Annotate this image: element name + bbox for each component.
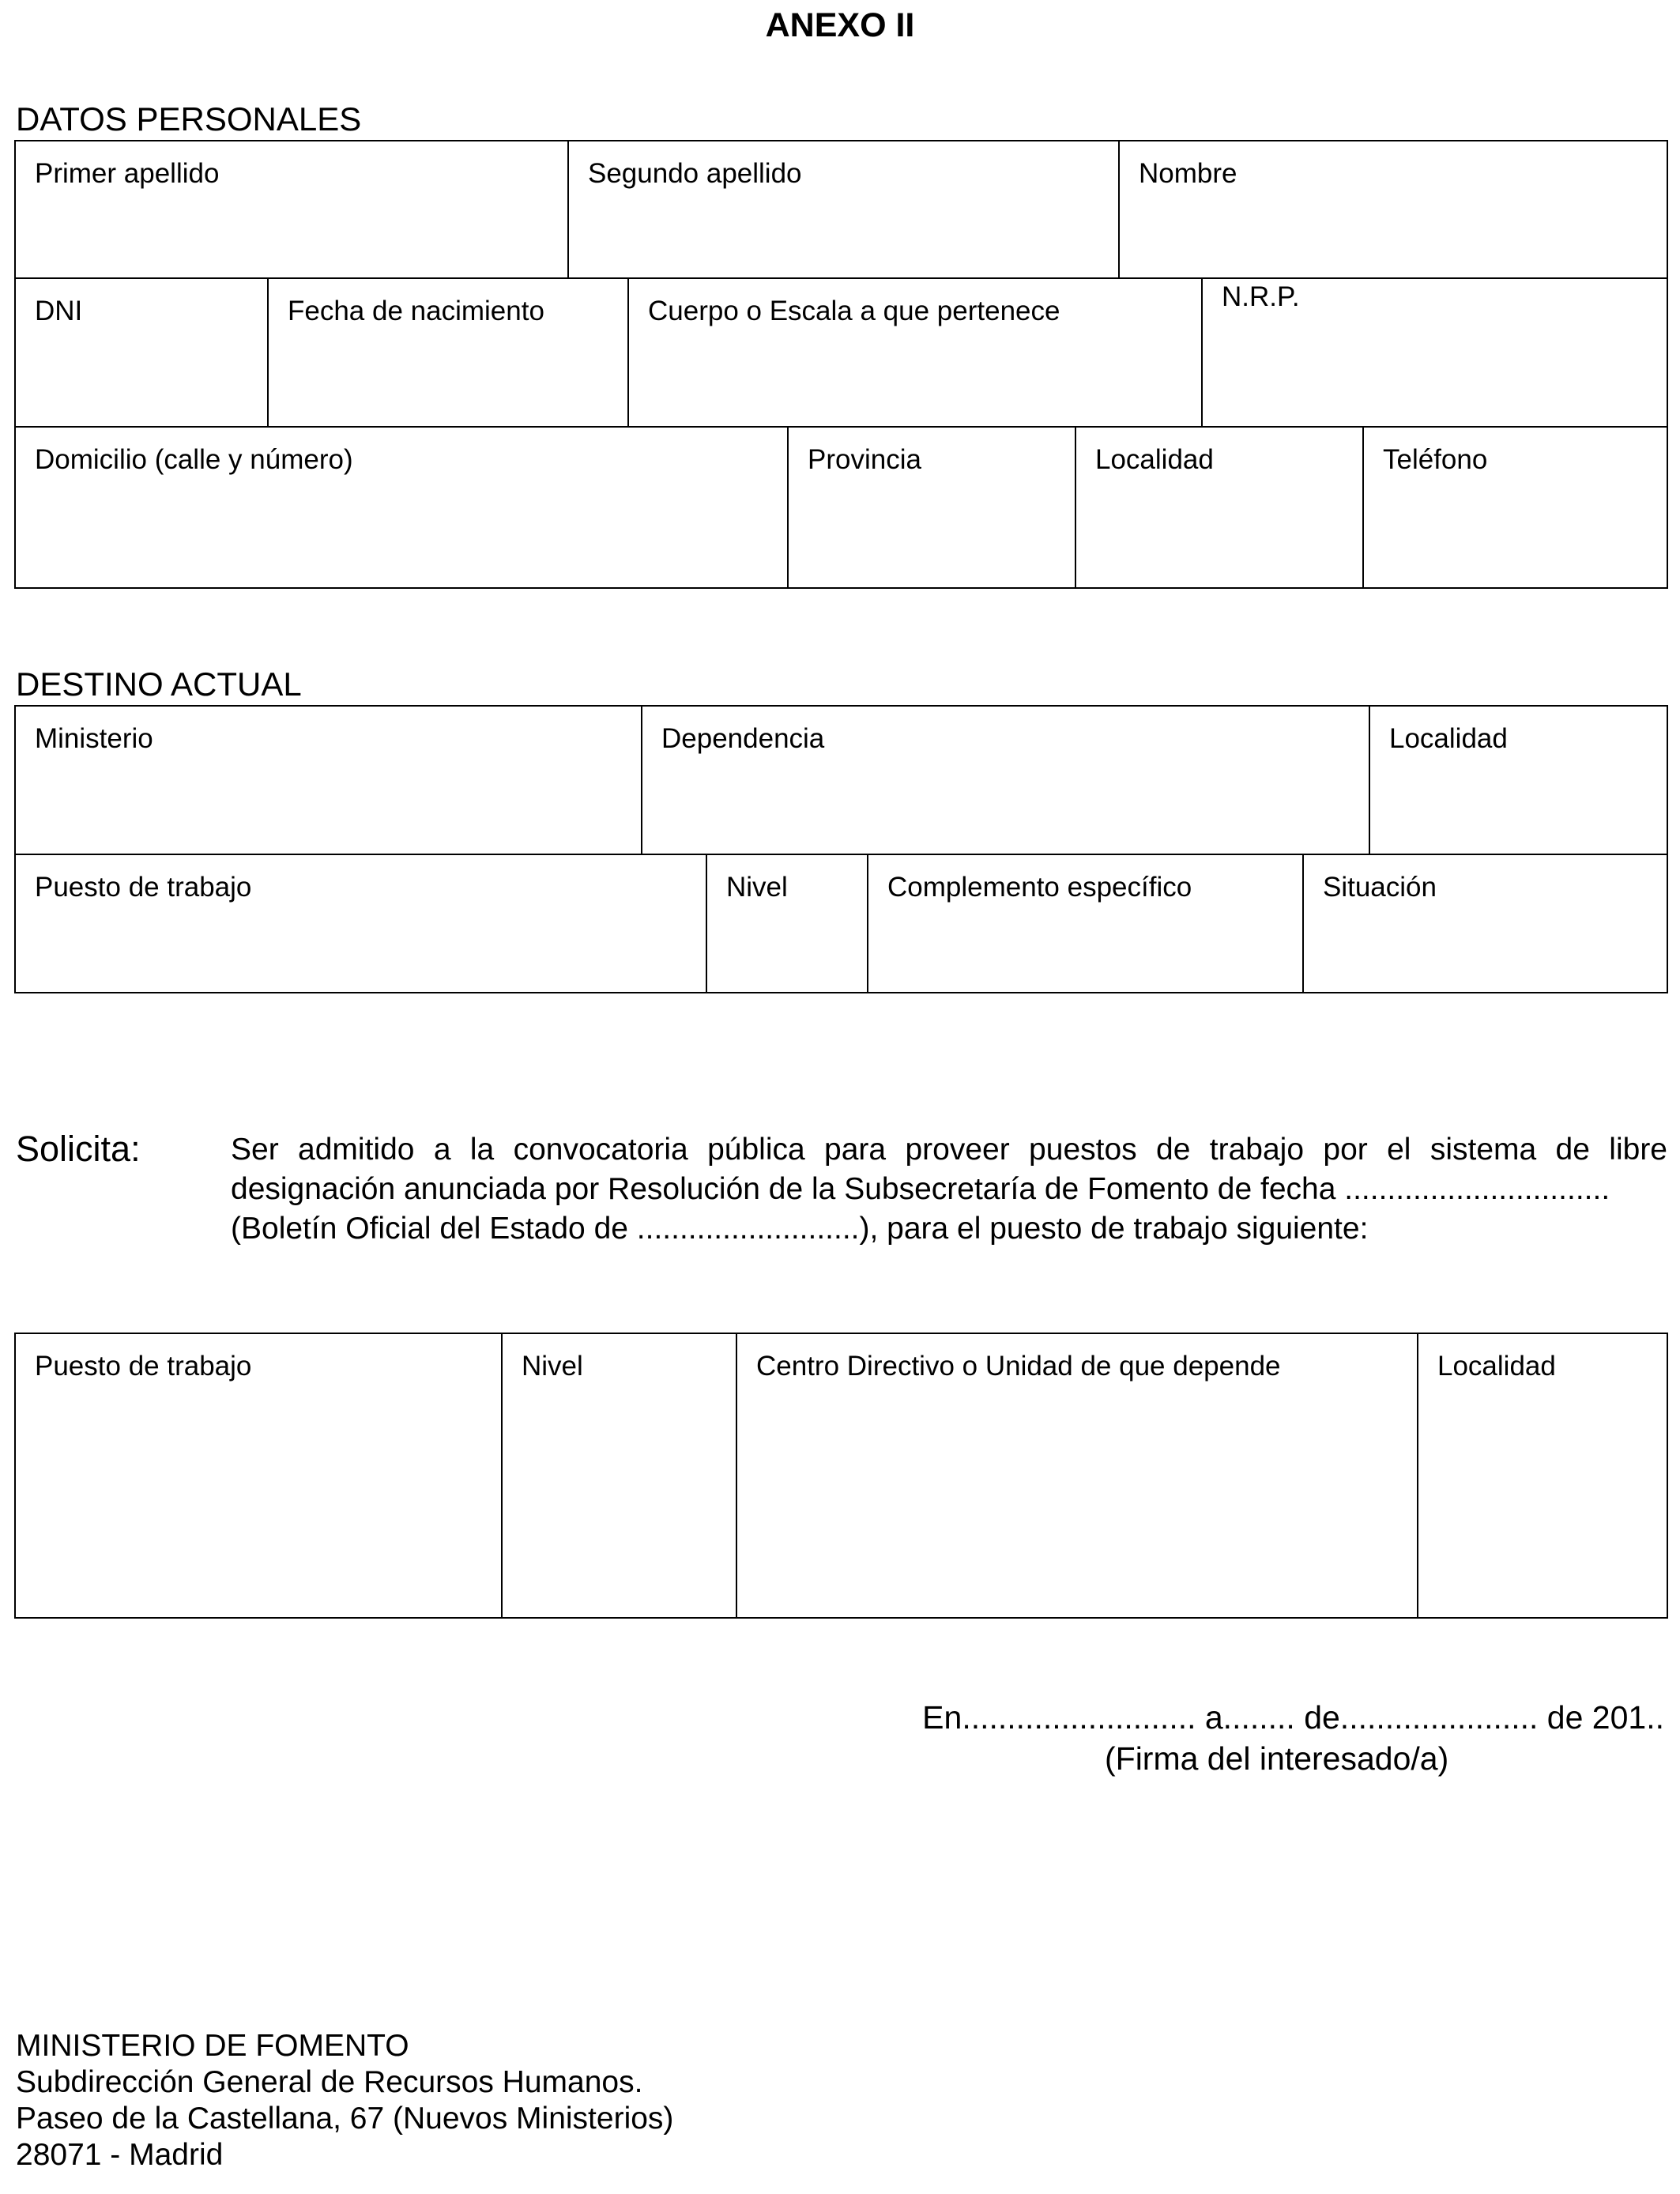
nombre-label: Nombre xyxy=(1139,158,1237,189)
localidad-solicitada-field[interactable] xyxy=(1417,1334,1667,1617)
domicilio-field[interactable] xyxy=(16,426,787,587)
footer-line: 28071 - Madrid xyxy=(16,2138,224,2172)
localidad-solicitada-label: Localidad xyxy=(1437,1351,1556,1382)
domicilio-label: Domicilio (calle y número) xyxy=(35,444,353,475)
situacion-field[interactable] xyxy=(1302,854,1667,992)
puesto-solicitado-label: Puesto de trabajo xyxy=(35,1351,252,1382)
segundo-apellido-field[interactable] xyxy=(567,141,1118,277)
page-title: ANEXO II xyxy=(765,6,915,44)
cuerpo-escala-field[interactable] xyxy=(627,277,1201,426)
solicita-line: Ser admitido a la convocatoria pública para proveer puestos de trabajo por el sistema de libre xyxy=(231,1133,1667,1167)
fecha-nacimiento-field[interactable] xyxy=(267,277,627,426)
provincia-field[interactable] xyxy=(787,426,1075,587)
nombre-field[interactable] xyxy=(1118,141,1667,277)
fecha-nacimiento-label: Fecha de nacimiento xyxy=(288,296,544,326)
provincia-label: Provincia xyxy=(808,444,921,475)
localidad-label: Localidad xyxy=(1095,444,1214,475)
datos-personales-table xyxy=(14,140,1668,589)
situacion-label: Situación xyxy=(1323,872,1437,903)
footer-line: Paseo de la Castellana, 67 (Nuevos Ministerios) xyxy=(16,2102,674,2136)
telefono-field[interactable] xyxy=(1362,426,1667,587)
destino-localidad-label: Localidad xyxy=(1389,723,1508,754)
segundo-apellido-label: Segundo apellido xyxy=(588,158,802,189)
nrp-field[interactable] xyxy=(1201,277,1667,426)
nrp-label: N.R.P. xyxy=(1222,281,1300,312)
nivel-actual-label: Nivel xyxy=(726,872,788,903)
puesto-solicitado-field[interactable] xyxy=(16,1334,501,1617)
ministerio-label: Ministerio xyxy=(35,723,153,754)
footer-address xyxy=(16,2028,673,2173)
puesto-trabajo-actual-label: Puesto de trabajo xyxy=(35,872,252,903)
destino-actual-table xyxy=(14,705,1668,993)
destino-actual-heading: DESTINO ACTUAL xyxy=(16,665,302,703)
dependencia-label: Dependencia xyxy=(661,723,825,754)
dni-label: DNI xyxy=(35,296,83,326)
complemento-field[interactable] xyxy=(867,854,1302,992)
signature-line: En.......................... a........ de...................... de 201.. xyxy=(922,1699,1664,1736)
solicita-line: (Boletín Oficial del Estado de ..........................), para el puesto de trabajo siguiente: xyxy=(231,1212,1369,1246)
solicita-line: designación anunciada por Resolución de la Subsecretaría de Fomento de fecha ............................... xyxy=(231,1172,1610,1206)
nivel-actual-field[interactable] xyxy=(706,854,867,992)
nivel-solicitado-field[interactable] xyxy=(501,1334,736,1617)
cuerpo-escala-label: Cuerpo o Escala a que pertenece xyxy=(648,296,1060,326)
complemento-label: Complemento específico xyxy=(887,872,1192,903)
puesto-trabajo-actual-field[interactable] xyxy=(16,854,706,992)
signature-caption: (Firma del interesado/a) xyxy=(1105,1740,1449,1777)
primer-apellido-field[interactable] xyxy=(16,141,567,277)
dni-field[interactable] xyxy=(16,277,267,426)
footer-line: Subdirección General de Recursos Humanos. xyxy=(16,2065,643,2099)
destino-localidad-field[interactable] xyxy=(1369,707,1667,854)
ministerio-field[interactable] xyxy=(16,707,641,854)
localidad-field[interactable] xyxy=(1075,426,1362,587)
nivel-solicitado-label: Nivel xyxy=(522,1351,583,1382)
centro-directivo-label: Centro Directivo o Unidad de que depende xyxy=(756,1351,1281,1382)
footer-line: MINISTERIO DE FOMENTO xyxy=(16,2029,409,2063)
centro-directivo-field[interactable] xyxy=(736,1334,1417,1617)
primer-apellido-label: Primer apellido xyxy=(35,158,220,189)
datos-personales-heading: DATOS PERSONALES xyxy=(16,100,362,138)
solicita-paragraph xyxy=(231,1130,1667,1249)
telefono-label: Teléfono xyxy=(1383,444,1488,475)
puesto-solicitado-table xyxy=(14,1333,1668,1619)
solicita-label: Solicita: xyxy=(16,1129,141,1169)
dependencia-field[interactable] xyxy=(641,707,1369,854)
